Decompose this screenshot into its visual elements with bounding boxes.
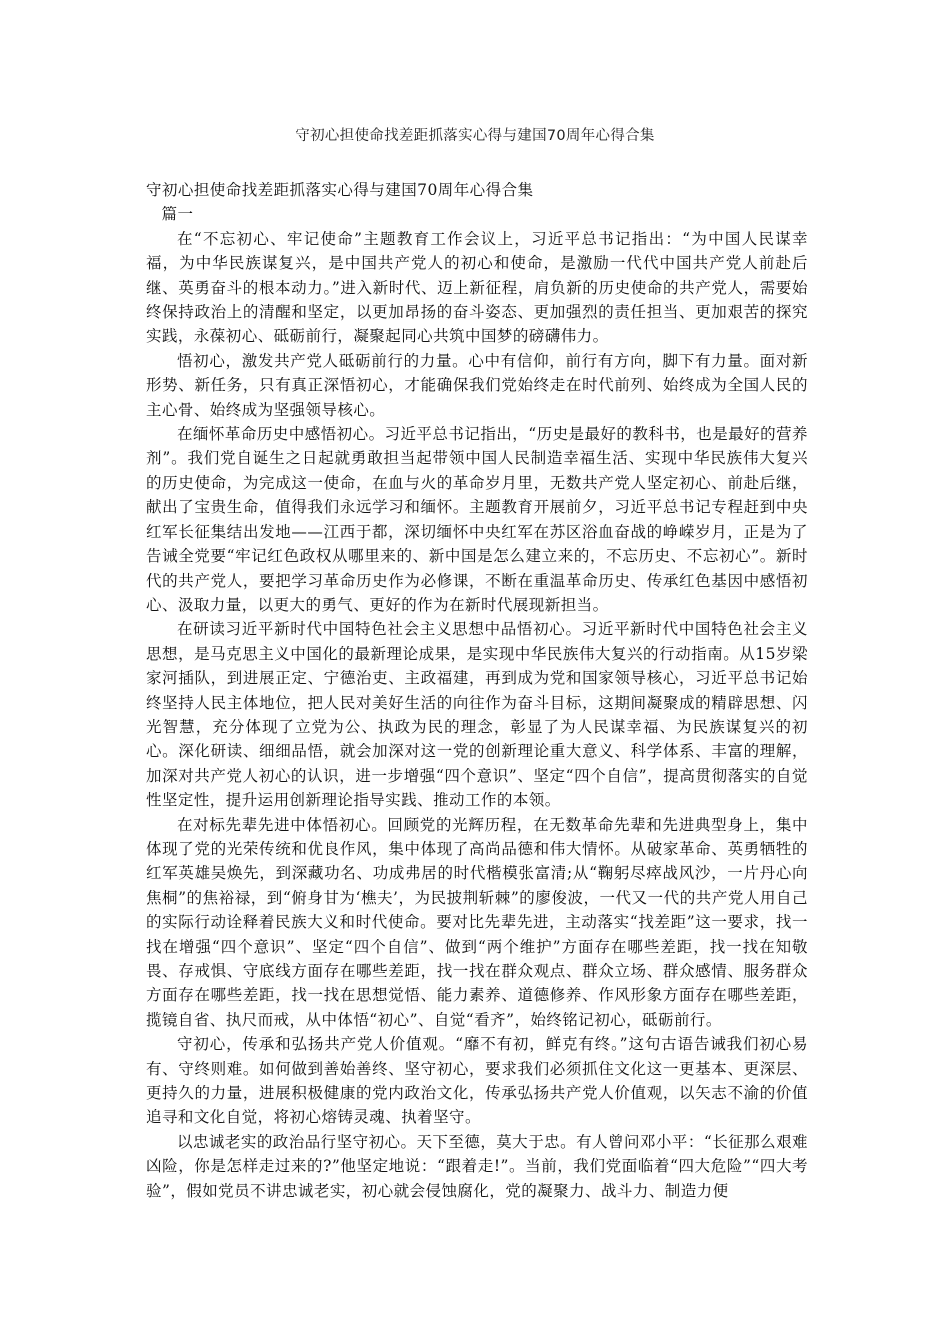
paragraph-5: 在对标先辈先进中体悟初心。回顾党的光辉历程，在无数革命先辈和先进典型身上，集中体现了党的光荣传统和优良作风，集中体现了高尚品德和伟大情怀。从破家革命、英勇牺牲的红军英雄吴焕先，到深藏功名、功成弗居的时代楷模张富清;从“鞠躬尽瘁战风沙，一片丹心向焦桐”的焦裕禄，到“俯身甘为‘樵夫’，为民披荆斩棘”的廖俊波，一代又一代的共产党人用自己的实际行动诠释着民族大义和时代使命。要对比先辈先进，主动落实“找差距”这一要求，找一找在增强“四个意识”、坚定“四个自信”、做到“两个维护”方面存在哪些差距，找一找在知敬畏、存戒惧、守底线方面存在哪些差距，找一找在群众观点、群众立场、群众感情、服务群众方面存在哪些差距，找一找在思想觉悟、能力素养、道德修养、作风形象方面存在哪些差距，揽镜自省、执尺而戒，从中体悟“初心”、自觉“看齐”，始终铭记初心，砥砺前行。 bbox=[146, 815, 808, 1029]
paragraph-4: 在研读习近平新时代中国特色社会主义思想中品悟初心。习近平新时代中国特色社会主义思想，是马克思主义中国化的最新理论成果，是实现中华民族伟大复兴的行动指南。从15岁梁家河插队，到进展正定、宁德治吏、主政福建，再到成为党和国家领导核心，习近平总书记始终坚持人民主体地位，把人民对美好生活的向往作为奋斗目标，这期间凝聚成的精辟思想、闪光智慧，充分体现了立党为公、执政为民的理念，彰显了为人民谋幸福、为民族谋复兴的初心。深化研读、细细品悟，就会加深对这一党的创新理论重大意义、科学体系、丰富的理解，加深对共产党人初心的认识，进一步增强“四个意识”、坚定“四个自信”，提高贯彻落实的自觉性坚定性，提升运用创新理论指导实践、推动工作的本领。 bbox=[146, 620, 808, 810]
section-label: 篇一 bbox=[161, 205, 194, 224]
document-subtitle: 守初心担使命找差距抓落实心得与建国70周年心得合集 bbox=[146, 181, 534, 199]
paragraph-7: 以忠诚老实的政治品行坚守初心。天下至德，莫大于忠。有人曾问邓小平：“长征那么艰难凶险，你是怎样走过来的?”他坚定地说：“跟着走!”。当前，我们党面临着“四大危险”“四大考验”，假如党员不讲忠诚老实，初心就会侵蚀腐化，党的凝聚力、战斗力、制造力便 bbox=[146, 1132, 808, 1200]
page-header-title: 守初心担使命找差距抓落实心得与建国70周年心得合集 bbox=[295, 128, 655, 144]
document-body bbox=[146, 178, 808, 1203]
paragraph-1: 在“不忘初心、牢记使命”主题教育工作会议上，习近平总书记指出：“为中国人民谋幸福，为中华民族谋复兴，是中国共产党人的初心和使命，是激励一代代中国共产党人前赴后继、英勇奋斗的根本动力。”进入新时代、迈上新征程，肩负新的历史使命的共产党人，需要始终保持政治上的清醒和坚定，以更加昂扬的奋斗姿态、更加强烈的责任担当、更加艰苦的探究实践，永葆初心、砥砺前行，凝聚起同心共筑中国梦的磅礴伟力。 bbox=[146, 229, 808, 346]
paragraph-3: 在缅怀革命历史中感悟初心。习近平总书记指出，“历史是最好的教科书，也是最好的营养剂”。我们党自诞生之日起就勇敢担当起带领中国人民制造幸福生活、实现中华民族伟大复兴的历史使命，为完成这一使命，在血与火的革命岁月里，无数共产党人坚定初心、前赴后继，献出了宝贵生命，值得我们永远学习和缅怀。主题教育开展前夕，习近平总书记专程赶到中央红军长征集结出发地——江西于都，深切缅怀中央红军在苏区浴血奋战的峥嵘岁月，正是为了告诫全党要“牢记红色政权从哪里来的、新中国是怎么建立来的，不忘历史、不忘初心”。新时代的共产党人，要把学习革命历史作为必修课，不断在重温革命历史、传承红色基因中感悟初心、汲取力量，以更大的勇气、更好的作为在新时代展现新担当。 bbox=[146, 425, 808, 614]
paragraph-6: 守初心，传承和弘扬共产党人价值观。“靡不有初，鲜克有终。”这句古语告诫我们初心易有、守终则难。如何做到善始善终、坚守初心，要求我们必须抓住文化这一更基本、更深层、更持久的力量，进展积极健康的党内政治文化，传承弘扬共产党人价值观，以矢志不渝的价值追寻和文化自觉，将初心熔铸灵魂、执着坚守。 bbox=[146, 1035, 808, 1127]
paragraph-2: 悟初心，激发共产党人砥砺前行的力量。心中有信仰，前行有方向，脚下有力量。面对新形势、新任务，只有真正深悟初心，才能确保我们党始终走在时代前列、始终成为全国人民的主心骨、始终成为坚强领导核心。 bbox=[146, 351, 808, 419]
